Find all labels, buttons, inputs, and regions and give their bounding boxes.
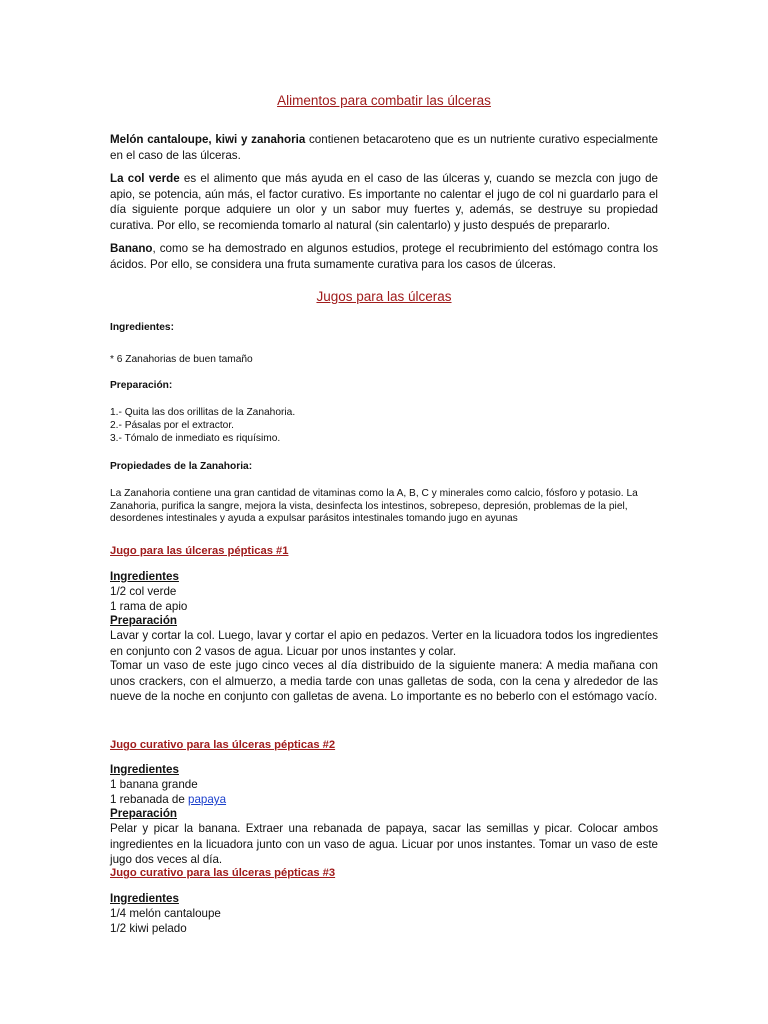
recipe1-item-1: 1/2 col verde [110,585,177,598]
recipe1-title: Jugo para las úlceras pépticas #1 [110,545,289,557]
paragraph-melon-bold: Melón cantaloupe, kiwi y zanahoria [110,133,306,146]
recipe1-ingredients-label: Ingredientes [110,570,179,583]
paragraph-col-text: es el alimento que más ayuda en el caso de las úlceras y, cuando se mezcla con jugo de apio, se potencia, aún más, el factor curativo. Es importante no calentar el jugo de col ni guardarlo para el día siguiente porque adquiere un olor y un sabor muy fuertes y, además, se destruye su propiedad curativa. Por ello, se recomienda tomarlo al natural (sin calentarlo) y justo después de prepararlo. [110,172,658,232]
paragraph-banano-bold: Banano [110,242,153,255]
title-jugos: Jugos para las úlceras [316,289,452,304]
recipe1-prep-text: Lavar y cortar la col. Luego, lavar y cortar el apio en pedazos. Verter en la licuadora todos los ingredientes en conjunto con 2 vasos de agua. Licuar por unos instantes y colar. [110,629,658,658]
recipe2-item-1: 1 banana grande [110,778,198,791]
recipe1-item-2: 1 rama de apio [110,600,188,613]
paragraph-banano-text: , como se ha demostrado en algunos estudios, protege el recubrimiento del estómago contra los ácidos. Por ello, se considera una fruta sumamente curativa para los casos de úlceras. [110,242,658,271]
recipe2-item-2-prefix: 1 rebanada de [110,793,189,806]
recipe3-title: Jugo curativo para las úlceras pépticas #3 [110,867,336,879]
properties-label: Propiedades de la Zanahoria: [110,461,253,472]
properties-text: La Zanahoria contiene una gran cantidad de vitaminas como la A, B, C y minerales como calcio, fósforo y potasio. La Zanahoria, purifica la sangre, mejora la vista, desinfecta los intestinos, sobrepeso, depresión, problemas de la piel, desordenes intestinales y ayuda a expulsar parásitos intestinales tomando jugo en ayunas [110,488,638,525]
paragraph-melon [110,132,658,163]
recipe2-prep-text: Pelar y picar la banana. Extraer una rebanada de papaya, sacar las semillas y picar. Colocar ambos ingredientes en la licuadora junto con un vaso de agua. Licuar por unos instantes. Tomar un vaso de este jugo dos veces al día. [110,822,658,867]
recipe1-note-text: Tomar un vaso de este jugo cinco veces al día distribuido de la siguiente manera: A media mañana con unos crackers, con el almuerzo, a media tarde con unas galletas de soda, con la cena y alrededor de las nueve de la noche en conjunto con galletas de avena. Lo importante es no beberlo con el estómago vacío. [110,659,658,704]
step-3: 3.- Tómalo de inmediato es riquísimo. [110,433,281,444]
paragraph-col-verde [110,171,658,233]
recipe3-item-2: 1/2 kiwi pelado [110,922,187,935]
prep-label: Preparación: [110,380,173,391]
recipe2-ingredients-label: Ingredientes [110,763,179,776]
recipe3-ingredients-label: Ingredientes [110,892,179,905]
step-2: 2.- Pásalas por el extractor. [110,420,235,431]
recipe3-item-1: 1/4 melón cantaloupe [110,907,221,920]
recipe2-prep-label: Preparación [110,807,178,820]
paragraph-melon-text: contienen betacaroteno que es un nutriente curativo especialmente en el caso de las úlceras. [110,133,658,162]
step-1: 1.- Quita las dos orillitas de la Zanahoria. [110,407,296,418]
papaya-link[interactable]: papaya [188,793,227,806]
ingredients-label: Ingredientes: [110,322,174,333]
recipe1-prep-label: Preparación [110,614,178,627]
recipe2-title: Jugo curativo para las úlceras pépticas #2 [110,739,336,751]
paragraph-col-bold: La col verde [110,172,180,185]
paragraph-banano [110,241,658,272]
ingredient-zanahorias: * 6 Zanahorias de buen tamaño [110,354,253,365]
recipe2-item-2 [110,792,226,807]
title-alimentos: Alimentos para combatir las úlceras [277,93,491,108]
